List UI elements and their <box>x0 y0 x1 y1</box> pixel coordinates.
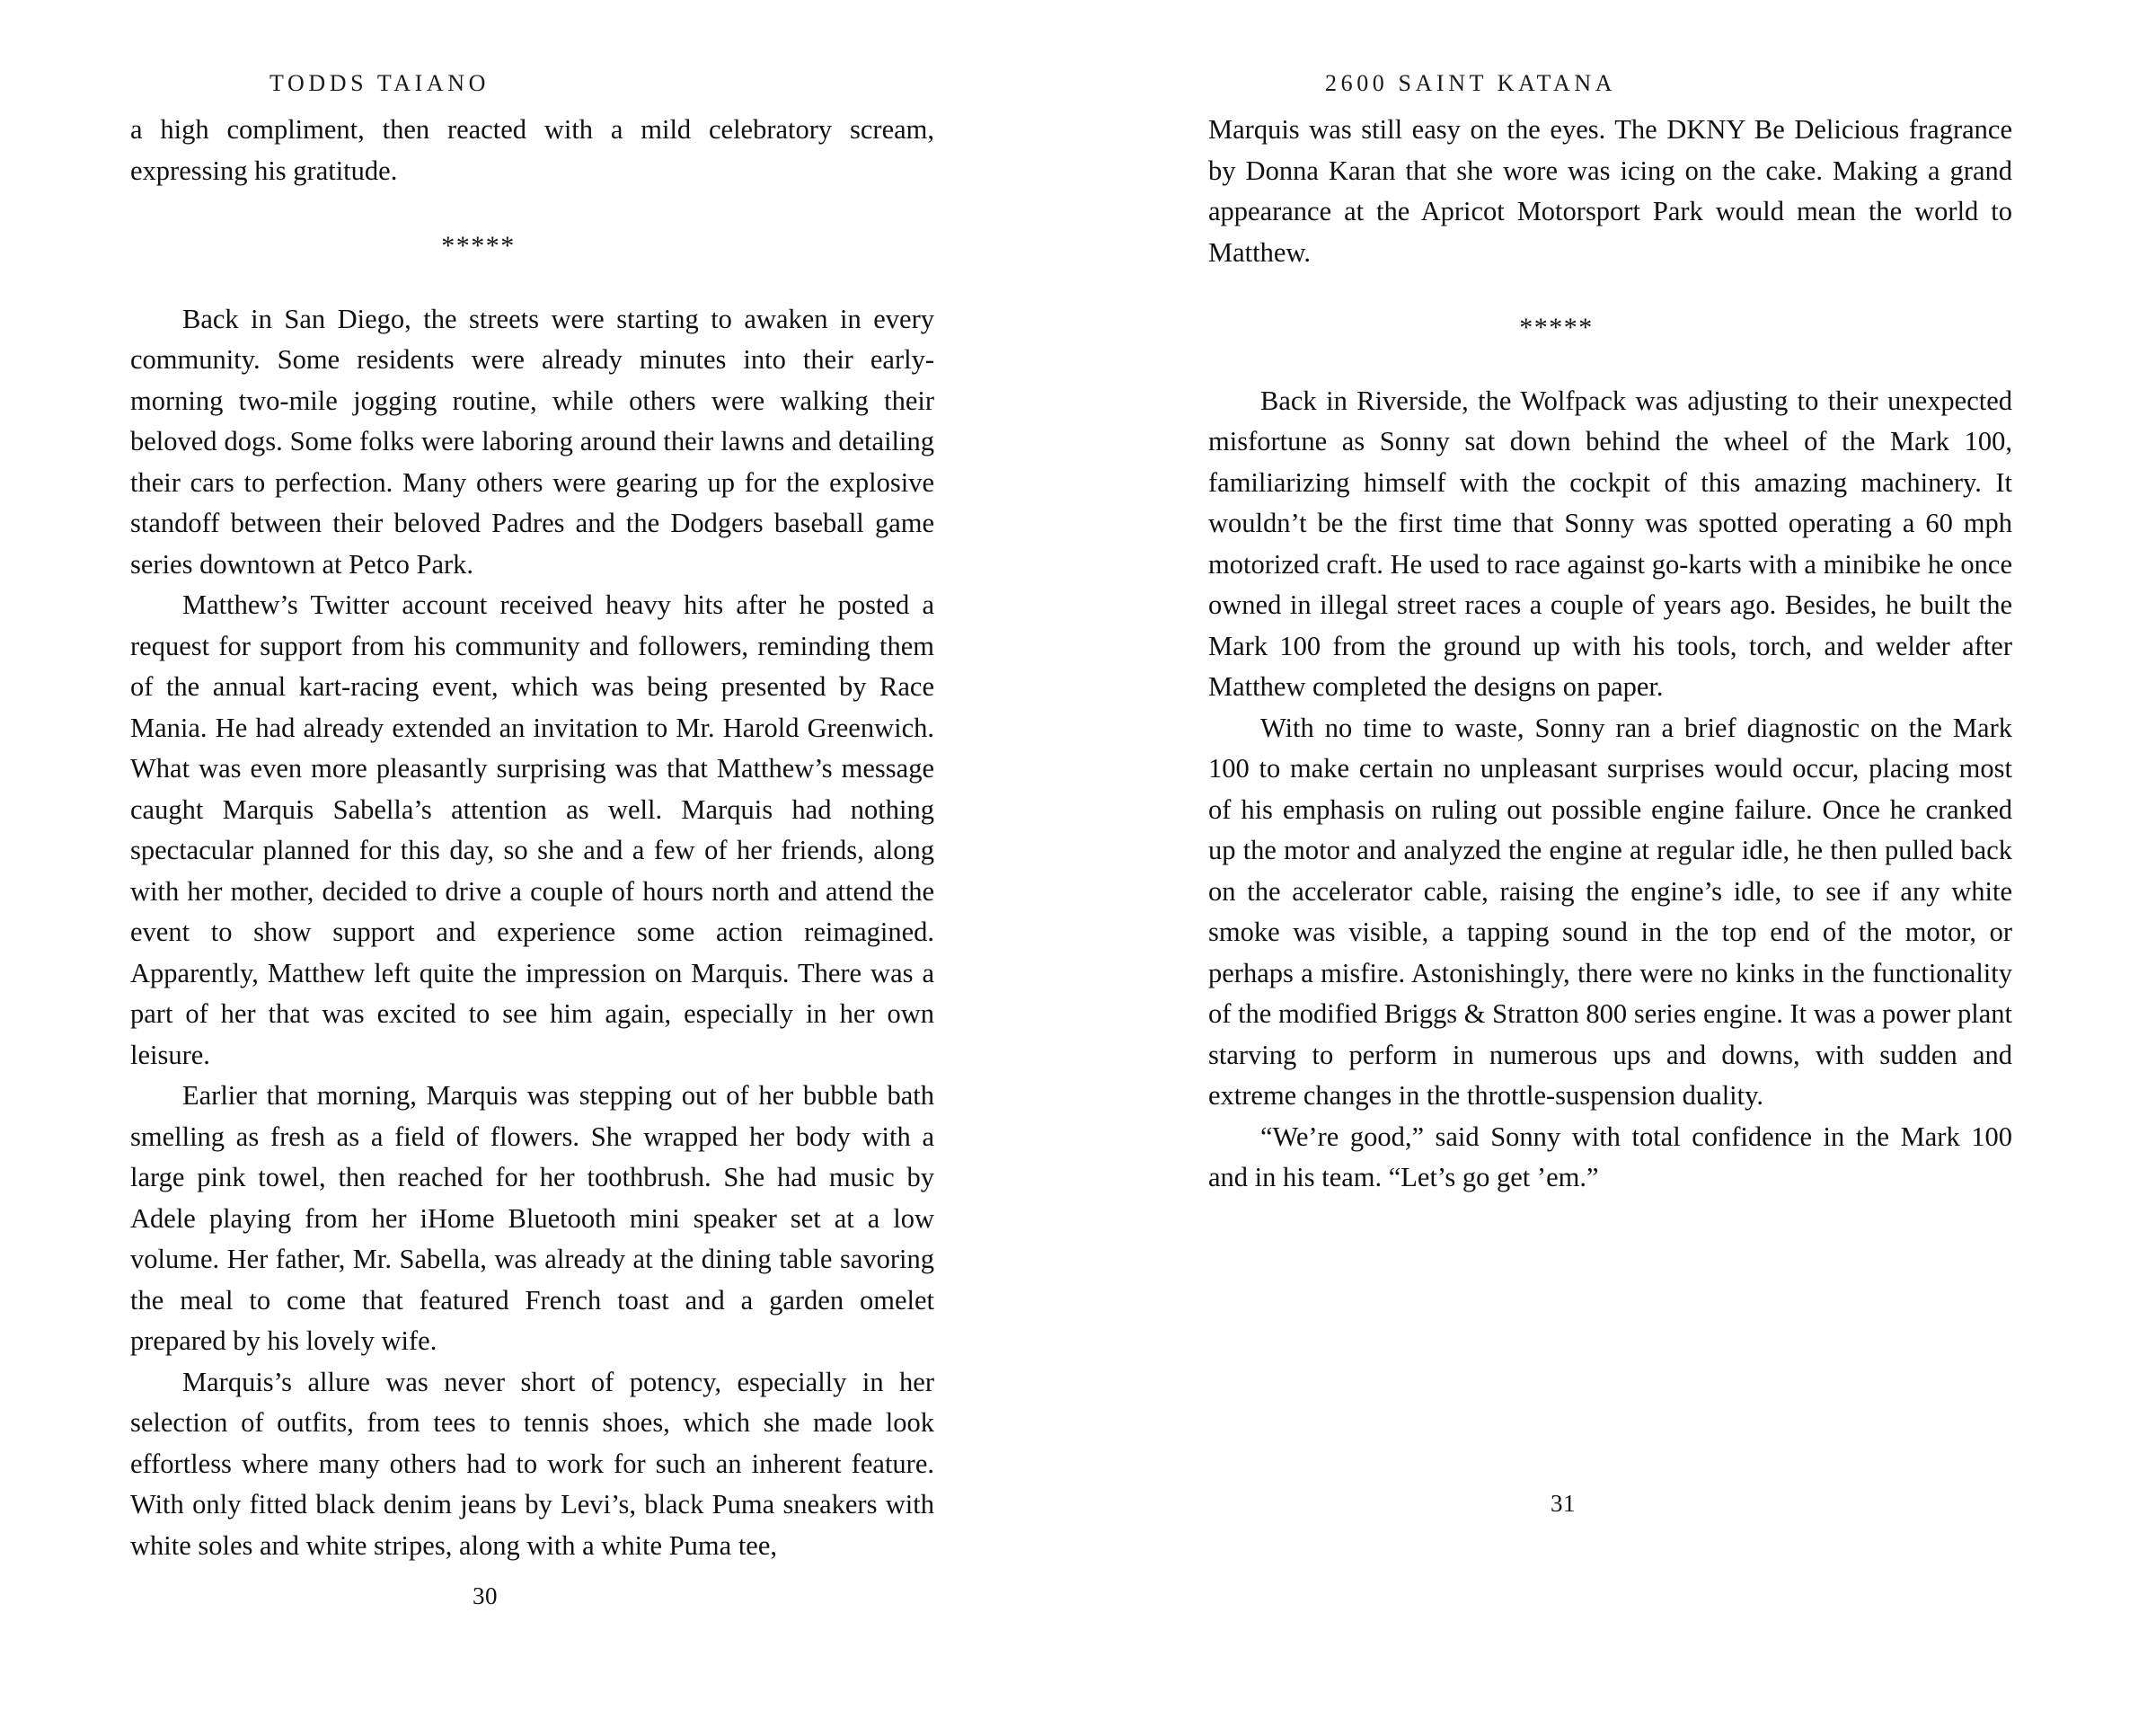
page-number: 30 <box>473 1582 498 1609</box>
paragraph: Marquis was still easy on the eyes. The DKNY Be Delicious fragrance by Donna Karan that she wore was icing on the cake. Making a grand appearance at the Apricot Motorsport Park would mean the world to Matthew. <box>1208 114 2012 268</box>
right-page <box>1078 0 2156 1617</box>
scene-break-divider: ***** <box>441 231 516 261</box>
left-textblock <box>0 110 1078 1566</box>
paragraph: Marquis’s allure was never short of potency, especially in her selection of outfits, from tees to tennis shoes, which she made look effortless where many others had to work for such an inherent feature. With only fitted black denim jeans by Levi’s, black Puma sneakers with white soles and white stripes, along with a white Puma tee, <box>130 1366 934 1561</box>
paragraph: Matthew’s Twitter account received heavy hits after he posted a request for support from his community and followers, reminding them of the annual kart-racing event, which was being presented by Race Mania. He had already extended an invitation to Mr. Harold Greenwich. What was even more pleasantly surprising was that Matthew’s message caught Marquis Sabella’s attention as well. Marquis had nothing spectacular planned for this day, so she and a few of her friends, along with her mother, decided to drive a couple of hours north and attend the event to show support and experience some action reimagined. Apparently, Matthew left quite the impression on Marquis. There was a part of her that was excited to see him again, especially in her own leisure. <box>130 589 934 1070</box>
paragraph: a high compliment, then reacted with a mild celebratory scream, expressing his gratitude. <box>130 114 934 186</box>
page-number: 31 <box>1551 1490 1576 1517</box>
paragraph: “We’re good,” said Sonny with total confidence in the Mark 100 and in his team. “Let’s go get ’em.” <box>1208 1121 2012 1192</box>
left-folio <box>0 1566 1078 1710</box>
right-running-head <box>1078 0 2156 110</box>
left-running-head-text: TODDS TAIANO <box>270 70 490 96</box>
right-folio <box>1078 1474 2156 1617</box>
paragraph: With no time to waste, Sonny ran a brief diagnostic on the Mark 100 to make certain no unpleasant surprises would occur, placing most of his emphasis on ruling out possible engine failure. Once he cranked up the motor and analyzed the engine at regular idle, he then pulled back on the accelerator cable, raising the engine’s idle, to see if any white smoke was visible, a tapping sound in the top end of the motor, or perhaps a misfire. Astonishingly, there were no kinks in the functionality of the modified Briggs & Stratton 800 series engine. It was a power plant starving to perform in numerous ups and downs, with sudden and extreme changes in the throttle-suspension duality. <box>1208 712 2012 1111</box>
left-running-head <box>0 0 1078 110</box>
paragraph: Back in Riverside, the Wolfpack was adjusting to their unexpected misfortune as Sonny sat down behind the wheel of the Mark 100, familiarizing himself with the cockpit of this amazing machinery. It wouldn’t be the first time that Sonny was spotted operating a 60 mph motorized craft. He used to race against go-karts with a minibike he once owned in illegal street races a couple of years ago. Besides, he built the Mark 100 from the ground up with his tools, torch, and welder after Matthew completed the designs on paper. <box>1208 385 2012 702</box>
left-page <box>0 0 1078 1617</box>
paragraph: Back in San Diego, the streets were starting to awaken in every community. Some residents were already minutes into their early-morning two-mile jogging routine, while others were walking their beloved dogs. Some folks were laboring around their lawns and detailing their cars to perfection. Many others were gearing up for the explosive standoff between their beloved Padres and the Dodgers baseball game series downtown at Petco Park. <box>130 303 934 580</box>
right-running-head-text: 2600 SAINT KATANA <box>1325 70 1617 96</box>
right-textblock <box>1078 110 2156 1474</box>
paragraph: Earlier that morning, Marquis was stepping out of her bubble bath smelling as fresh as a field of flowers. She wrapped her body with a large pink towel, then reached for her toothbrush. She had music by Adele playing from her iHome Bluetooth mini speaker set at a low volume. Her father, Mr. Sabella, was already at the dining table savoring the meal to come that featured French toast and a garden omelet prepared by his lovely wife. <box>130 1080 934 1356</box>
scene-break-divider: ***** <box>1519 313 1594 342</box>
